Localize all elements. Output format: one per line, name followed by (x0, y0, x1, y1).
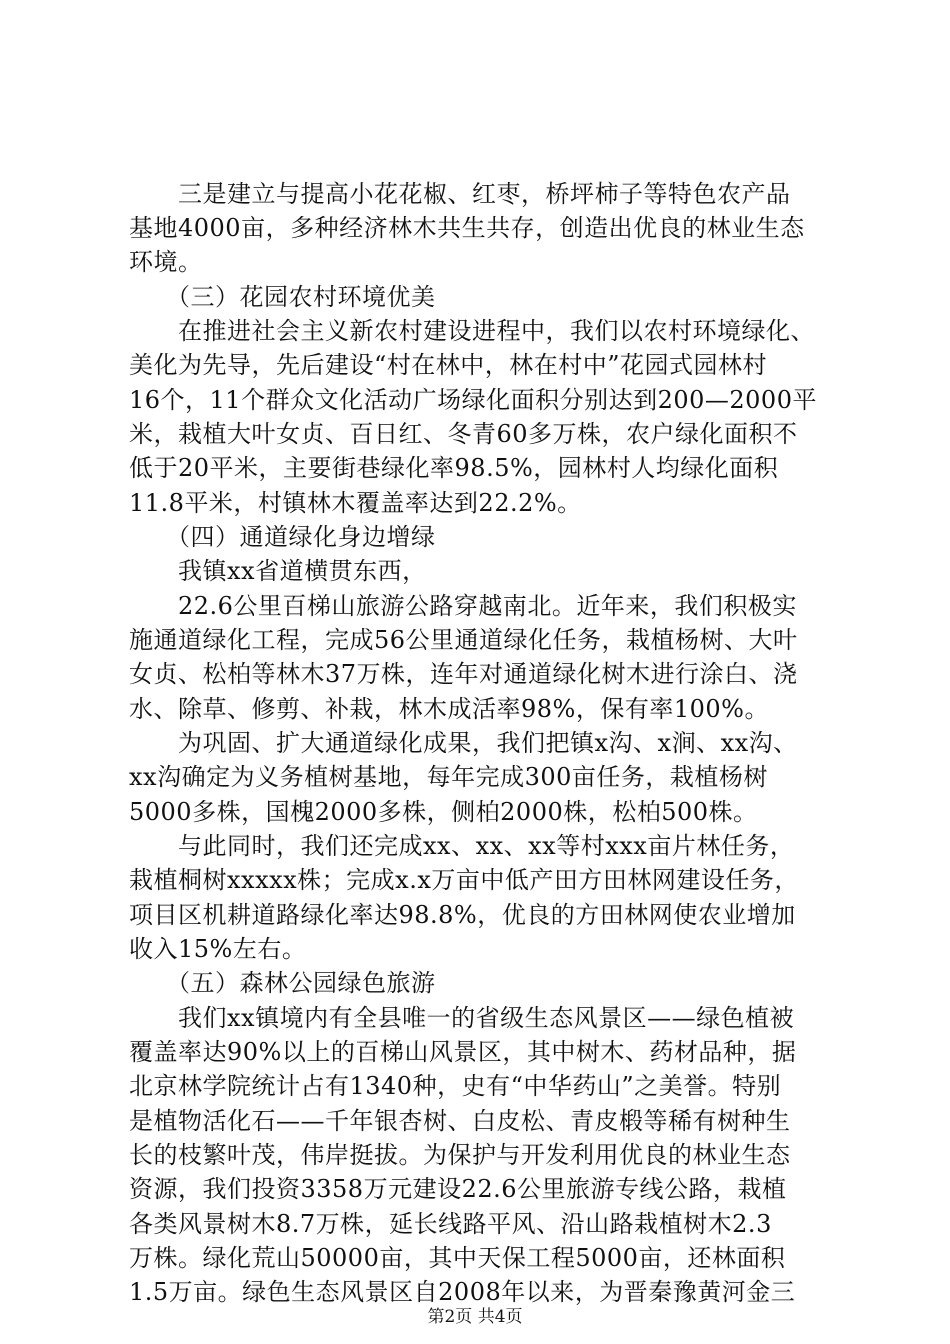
text-line-7: 16个，11个群众文化活动广场绿化面积分别达到200—2000平 (129, 386, 817, 414)
text-line-27: 北京林学院统计占有1340种，史有“中华药山”之美誉。特别 (129, 1072, 782, 1100)
text-line-23: 收入15%左右。 (129, 935, 307, 963)
text-line-28: 是植物活化石——千年银杏树、白皮松、青皮椴等稀有树种生 (129, 1107, 791, 1135)
text-line-14: 施通道绿化工程，完成56公里通道绿化任务，栽植杨树、大叶 (129, 626, 798, 654)
text-line-13: 22.6公里百梯山旅游公路穿越南北。近年来，我们积极实 (129, 592, 797, 620)
text-line-25: 我们xx镇境内有全县唯一的省级生态风景区——绿色植被 (129, 1004, 795, 1032)
text-line-9: 低于20平米，主要街巷绿化率98.5%，园林村人均绿化面积 (129, 454, 779, 482)
text-line-33: 1.5万亩。绿色生态风景区自2008年以来，为晋秦豫黄河金三 (129, 1278, 796, 1306)
text-line-2: 基地4000亩，多种经济林木共生共存，创造出优良的林业生态 (129, 214, 805, 242)
text-line-29: 长的枝繁叶茂，伟岸挺拔。为保护与开发利用优良的林业生态 (129, 1141, 791, 1169)
text-line-32: 万株。绿化荒山50000亩，其中天保工程5000亩，还林面积 (129, 1244, 786, 1272)
text-line-15: 女贞、松柏等林木37万株，连年对通道绿化树木进行涂白、浇 (129, 660, 798, 688)
text-line-8: 米，栽植大叶女贞、百日红、冬青60多万株，农户绿化面积不 (129, 420, 798, 448)
text-line-19: 5000多株，国槐2000多株，侧柏2000株，松柏500株。 (129, 798, 758, 826)
text-line-26: 覆盖率达90%以上的百梯山风景区，其中树木、药材品种，据 (129, 1038, 797, 1066)
section-heading-5: （五）森林公园绿色旅游 (129, 969, 436, 997)
page-footer: 第2页 共4页 (427, 1307, 523, 1327)
text-line-22: 项目区机耕道路绿化率达98.8%，优良的方田林网使农业增加 (129, 901, 796, 929)
text-line-21: 栽植桐树xxxxx株；完成x.x万亩中低产田方田林网建设任务， (129, 866, 799, 894)
text-line-16: 水、除草、修剪、补栽，林木成活率98%，保有率100%。 (129, 695, 769, 723)
text-line-1: 三是建立与提高小花花椒、红枣，桥坪柿子等特色农产品 (129, 180, 791, 208)
section-heading-4: （四）通道绿化身边增绿 (129, 523, 436, 551)
text-line-6: 美化为先导，先后建设“村在林中，林在村中”花园式园林村 (129, 351, 768, 379)
text-line-17: 为巩固、扩大通道绿化成果，我们把镇x沟、x涧、xx沟、 (129, 729, 798, 757)
text-line-12: 我镇xx省道横贯东西， (129, 557, 427, 585)
text-line-18: xx沟确定为义务植树基地，每年完成300亩任务，栽植杨树 (129, 763, 768, 791)
text-line-3: 环境。 (129, 248, 203, 276)
text-line-5: 在推进社会主义新农村建设进程中，我们以农村环境绿化、 (129, 317, 815, 345)
text-line-10: 11.8平米，村镇林木覆盖率达到22.2%。 (129, 489, 582, 517)
text-line-31: 各类风景树木8.7万株，延长线路平风、沿山路栽植树木2.3 (129, 1210, 772, 1238)
section-heading-3: （三）花园农村环境优美 (129, 283, 436, 311)
text-line-20: 与此同时，我们还完成xx、xx、xx等村xxx亩片林任务， (129, 832, 795, 860)
text-line-30: 资源，我们投资3358万元建设22.6公里旅游专线公路，栽植 (129, 1175, 787, 1203)
